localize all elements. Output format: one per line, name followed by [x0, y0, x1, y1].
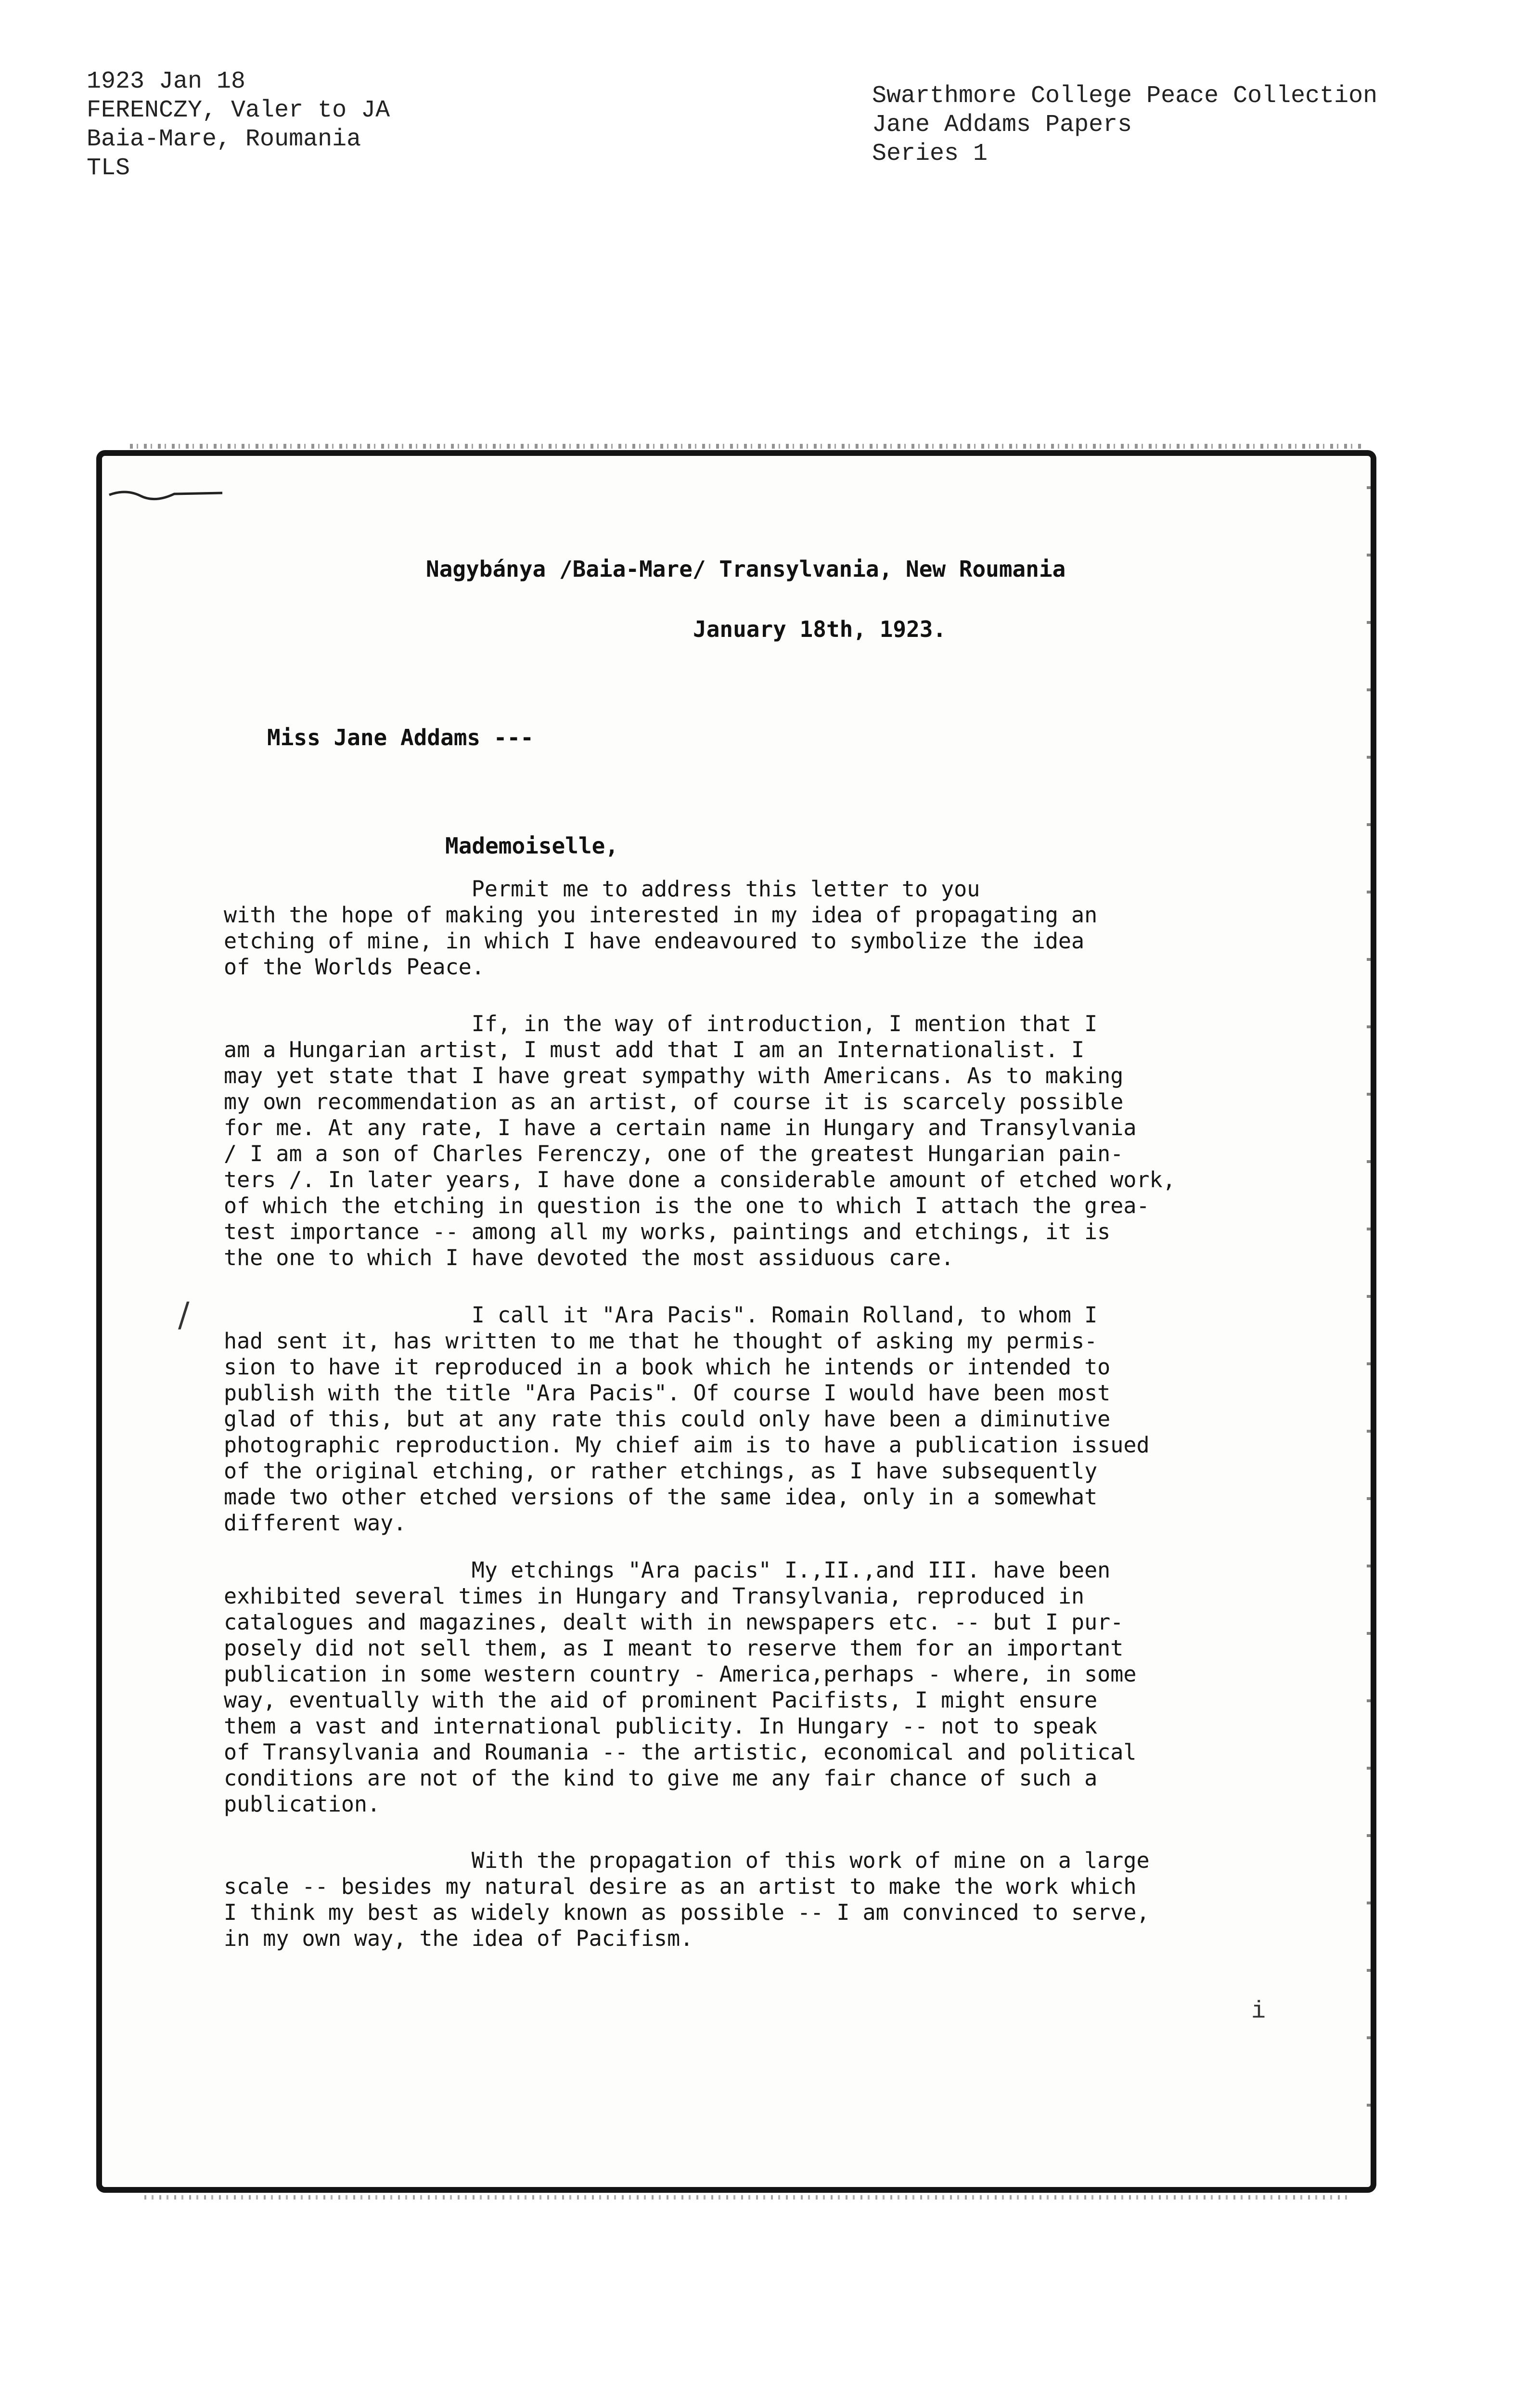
text-line: the one to which I have devoted the most assiduous care.	[224, 1245, 954, 1270]
text-line: way, eventually with the aid of prominent Pacifists, I might ensure	[224, 1687, 1098, 1713]
archive-doc-type: TLS	[87, 155, 130, 182]
text-line: exhibited several times in Hungary and Transylvania, reproduced in	[224, 1583, 1085, 1609]
text-line: of Transylvania and Roumania -- the artistic, economical and political	[224, 1739, 1137, 1765]
archive-label-left	[87, 67, 390, 183]
text-line: for me. At any rate, I have a certain name in Hungary and Transylvania	[224, 1115, 1137, 1140]
text-line: different way.	[224, 1510, 407, 1536]
text-line: I call it "Ara Pacis". Romain Rolland, to whom I	[224, 1302, 1098, 1328]
text-line: Permit me to address this letter to you	[224, 876, 980, 902]
text-line: my own recommendation as an artist, of course it is scarcely possible	[224, 1089, 1124, 1114]
paragraph-5	[224, 1848, 1331, 1952]
text-line: With the propagation of this work of mine on a large	[224, 1848, 1150, 1873]
text-line: My etchings "Ara pacis" I.,II.,and III. have been	[224, 1557, 1111, 1583]
letter-salutation: Mademoiselle,	[445, 833, 619, 859]
text-line: ters /. In later years, I have done a considerable amount of etched work,	[224, 1167, 1176, 1192]
text-line: publication in some western country - America,perhaps - where, in some	[224, 1661, 1137, 1687]
frame-noise-bottom	[144, 2195, 1348, 2200]
margin-annotation: /	[178, 1295, 190, 1334]
text-line: I think my best as widely known as possible -- I am convinced to serve,	[224, 1900, 1150, 1925]
text-line: / I am a son of Charles Ferenczy, one of the greatest Hungarian pain-	[224, 1141, 1124, 1166]
text-line: photographic reproduction. My chief aim is to have a publication issued	[224, 1432, 1150, 1458]
letter-recipient: Miss Jane Addams ---	[267, 725, 534, 751]
end-annotation: i	[1251, 1998, 1266, 2025]
archive-place: Baia-Mare, Roumania	[87, 126, 361, 153]
paragraph-2	[224, 1011, 1331, 1271]
text-line: them a vast and international publicity. In Hungary -- not to speak	[224, 1713, 1098, 1739]
text-line: of the Worlds Peace.	[224, 954, 485, 980]
text-line: conditions are not of the kind to give me any fair chance of such a	[224, 1765, 1098, 1791]
letter-date: January 18th, 1923.	[693, 616, 947, 642]
letter-dateline: Nagybánya /Baia-Mare/ Transylvania, New Roumania	[426, 556, 1066, 582]
frame-noise-top	[130, 444, 1362, 449]
paragraph-1	[224, 876, 1331, 980]
text-line: may yet state that I have great sympathy with Americans. As to making	[224, 1063, 1124, 1088]
text-line: sion to have it reproduced in a book which he intends or intended to	[224, 1354, 1111, 1380]
text-line: of which the etching in question is the one to which I attach the grea-	[224, 1193, 1150, 1218]
text-line: with the hope of making you interested in my idea of propagating an	[224, 902, 1098, 928]
text-line: posely did not sell them, as I meant to reserve them for an important	[224, 1635, 1124, 1661]
corner-scribble-icon	[107, 486, 227, 501]
text-line: catalogues and magazines, dealt with in newspapers etc. -- but I pur-	[224, 1609, 1124, 1635]
archive-correspondents: FERENCZY, Valer to JA	[87, 97, 390, 124]
text-line: am a Hungarian artist, I must add that I am an Internationalist. I	[224, 1037, 1085, 1062]
text-line: had sent it, has written to me that he thought of asking my permis-	[224, 1328, 1098, 1354]
edge-noise-right	[1367, 486, 1371, 2123]
text-line: etching of mine, in which I have endeavoured to symbolize the idea	[224, 928, 1085, 954]
text-line: publication.	[224, 1791, 381, 1817]
text-line: in my own way, the idea of Pacifism.	[224, 1926, 693, 1951]
text-line: publish with the title "Ara Pacis". Of course I would have been most	[224, 1380, 1111, 1406]
text-line: scale -- besides my natural desire as an artist to make the work which	[224, 1874, 1137, 1899]
archive-collection: Swarthmore College Peace Collection	[872, 82, 1378, 110]
text-line: test importance -- among all my works, paintings and etchings, it is	[224, 1219, 1111, 1244]
paragraph-4	[224, 1557, 1331, 1817]
archive-series: Series 1	[872, 140, 988, 168]
archive-label-right	[872, 82, 1377, 168]
paragraph-3	[224, 1302, 1331, 1536]
archive-papers: Jane Addams Papers	[872, 111, 1132, 139]
text-line: made two other etched versions of the same idea, only in a somewhat	[224, 1484, 1098, 1510]
text-line: If, in the way of introduction, I mention that I	[224, 1011, 1098, 1036]
archive-date: 1923 Jan 18	[87, 68, 246, 95]
text-line: glad of this, but at any rate this could only have been a diminutive	[224, 1406, 1111, 1432]
text-line: of the original etching, or rather etchings, as I have subsequently	[224, 1458, 1098, 1484]
